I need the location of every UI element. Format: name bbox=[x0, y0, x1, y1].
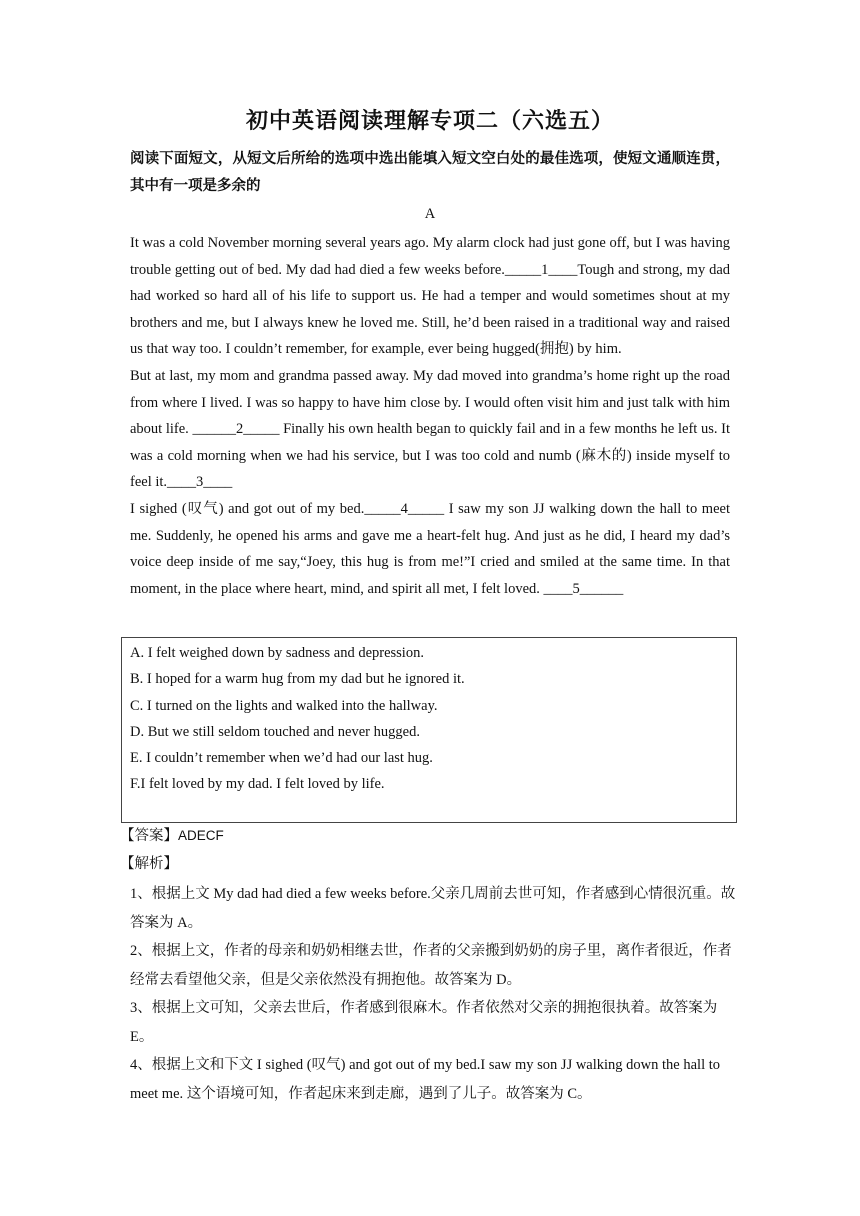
passage-paragraph: I sighed (叹气) and got out of my bed._____4_____ I saw my son JJ walking down the hall to meet me. Suddenly, he opened his arms and gave me a heart-felt hug. And just as he did, I heard my dad’s voice deep inside of me say,“Joey, this hug is from me!”I cried and smiled at the same time. In that moment, in the place where heart, mind, and spirit all met, I felt loved. ____5______ bbox=[130, 500, 730, 597]
option-c: C. I turned on the lights and walked into the hallway. bbox=[130, 697, 438, 714]
analysis-section bbox=[130, 880, 740, 1108]
analysis-item: 3、根据上文可知，父亲去世后，作者感到很麻木。作者依然对父亲的拥抱很执着。故答案为 E。 bbox=[130, 1000, 718, 1045]
analysis-heading: 【解析】 bbox=[120, 856, 178, 872]
reading-passage bbox=[130, 230, 730, 602]
section-label: A bbox=[424, 206, 436, 222]
answer-line bbox=[120, 822, 224, 850]
options-box bbox=[121, 637, 737, 823]
answer-label: 【答案】 bbox=[120, 828, 178, 844]
option-f: F.I felt loved by my dad. I felt loved by life. bbox=[130, 776, 385, 793]
option-b: B. I hoped for a warm hug from my dad but he ignored it. bbox=[130, 671, 465, 688]
option-d: D. But we still seldom touched and never hugged. bbox=[130, 723, 420, 740]
instructions: 阅读下面短文，从短文后所给的选项中选出能填入短文空白处的最佳选项，使短文通顺连贯，其中有一项是多余的 bbox=[130, 151, 730, 194]
answer-value: ADECF bbox=[178, 828, 224, 843]
option-a: A. I felt weighed down by sadness and depression. bbox=[130, 645, 424, 661]
passage-paragraph: But at last, my mom and grandma passed away. My dad moved into grandma’s home right up the road from where I lived. I was so happy to have him close by. I would often visit him and just talk with him about life. ______2_____ Finally his own health began to quickly fail and in a few months he left us. It was a cold morning when we had his service, but I was too cold and numb (麻木的) inside myself to feel it.____3____ bbox=[130, 367, 730, 491]
analysis-item: 1、根据上文 My dad had died a few weeks before.父亲几周前去世可知，作者感到心情很沉重。故答案为 A。 bbox=[130, 886, 736, 931]
option-e: E. I couldn’t remember when we’d had our last hug. bbox=[130, 750, 433, 767]
passage-paragraph: It was a cold November morning several years ago. My alarm clock had just gone off, but I was having trouble getting out of bed. My dad had died a few weeks before._____1____Tough and strong, my dad had worked so hard all of his life to support us. He had a temper and would sometimes shout at my brothers and me, but I always knew he loved me. Still, he’d been raised in a traditional way and raised us that way too. I couldn’t remember, for example, ever being hugged(拥抱) by him. bbox=[130, 235, 730, 358]
page-title: 初中英语阅读理解专项二（六选五） bbox=[245, 108, 614, 133]
analysis-item: 4、根据上文和下文 I sighed (叹气) and got out of my bed.I saw my son JJ walking down the hall to meet me. 这个语境可知，作者起床来到走廊，遇到了儿子。故答案为 C。 bbox=[130, 1057, 721, 1102]
analysis-item: 2、根据上文，作者的母亲和奶奶相继去世，作者的父亲搬到奶奶的房子里，离作者很近，作者经常去看望他父亲，但是父亲依然没有拥抱他。故答案为 D。 bbox=[130, 943, 732, 988]
